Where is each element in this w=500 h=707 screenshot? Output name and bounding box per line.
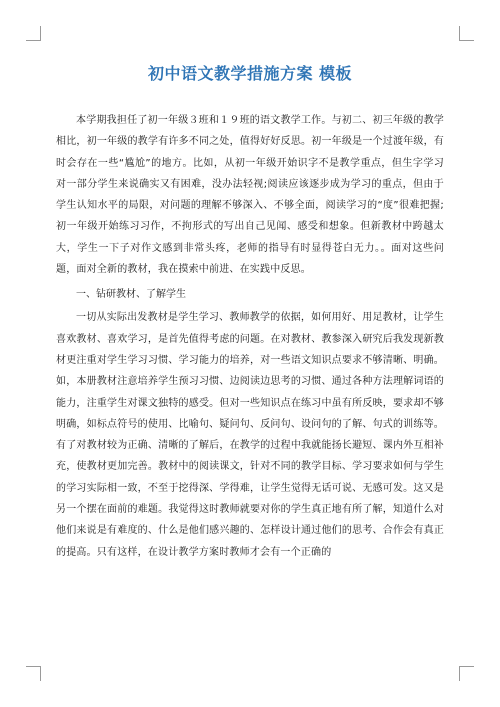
crop-mark-top-right (459, 26, 474, 41)
crop-mark-bottom-right (459, 666, 474, 681)
document-title: 初中语文教学措施方案 模板 (147, 64, 353, 83)
document-page (56, 62, 444, 563)
intro-paragraph: 本学期我担任了初一年级３班和１９班的语文教学工作。与初二、初三年级的教学相比，初一年级的教学有许多不同之处，值得好好反思。初一年级是一个过渡年级，有时会存在一些“尴尬”的地方。比如，从初一年级开始识字不是教学重点，但生字学习对一部分学生来说确实又有困难，没办法轻视;阅读应该逐步成为学习的重点，但由于学生认知水平的局限，对问题的理解不够深入、不够全面，阅读学习的“度”很难把握;初一年级开始练习习作，不拘形式的写出自己见闻、感受和想象。但新教材中跨越太大，学生一下子对作文感到非常头疼，老师的指导有时显得苍白无力。。面对这些问题，面对全新的教材，我在摸索中前进、在实践中反思。 (56, 115, 444, 276)
crop-mark-bottom-left (26, 666, 41, 681)
section-heading: 一、钻研教材、了解学生 (76, 289, 186, 301)
crop-mark-top-left (26, 26, 41, 41)
section-paragraph: 一切从实际出发教材是学生学习、教师教学的依据，如何用好、用足教材，让学生喜欢教材、喜欢学习，是首先值得考虑的问题。在对教材、教参深入研究后我发现新教材更注重对学生学习习惯、学习能力的培养，对一些语文知识点要求不够清晰、明确。如，本册教材注意培养学生预习习惯、边阅读边思考的习惯、通过各种方法理解词语的能力，注重学生对课文独特的感受。但对一些知识点在练习中虽有所反映，要求却不够明确，如标点符号的使用、比喻句、疑问句、反问句、设问句的了解、句式的训练等。有了对教材较为正确、清晰的了解后，在教学的过程中我就能扬长避短、课内外互相补充，使教材更加完善。教材中的阅读课文，针对不同的教学目标、学习要求如何与学生的学习实际相一致，不至于挖得深、学得难，让学生觉得无话可说、无感可发。这又是另一个摆在面前的难题。我觉得这时教师就要对你的学生真正地有所了解，知道什么对他们来说是有难度的、什么是他们感兴趣的、怎样设计通过他们的思考、合作会有真正的提高。只有这样，在设计教学方案时教师才会有一个正确的 (56, 312, 444, 558)
